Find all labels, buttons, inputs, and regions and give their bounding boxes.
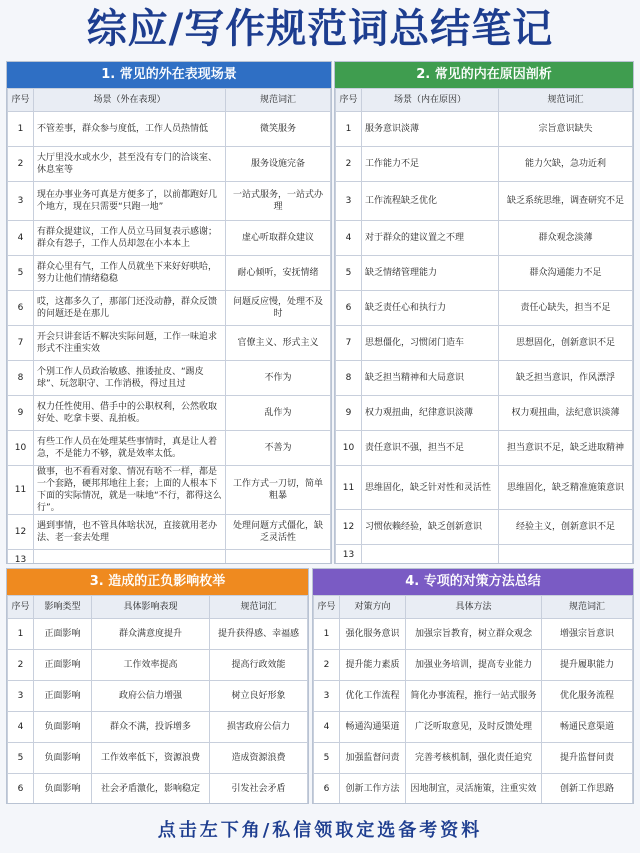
table-cell: 13 — [336, 545, 362, 565]
table-row — [336, 431, 633, 466]
table-row — [8, 112, 331, 147]
table-cell: 4 — [8, 221, 34, 256]
table-cell: 群众满意度提升 — [92, 619, 210, 650]
column-header: 对策方向 — [340, 596, 406, 619]
table-cell: 10 — [8, 431, 34, 466]
table-cell: 经验主义，创新意识不足 — [499, 510, 633, 545]
table-cell: 一站式服务，一站式办理 — [226, 182, 331, 221]
table-cell: 5 — [314, 743, 340, 774]
table-cell: 习惯依赖经验，缺乏创新意识 — [362, 510, 499, 545]
table-row — [336, 147, 633, 182]
table-cell: 12 — [336, 510, 362, 545]
table-cell: 政府公信力增强 — [92, 681, 210, 712]
column-header: 规范词汇 — [210, 596, 308, 619]
table-row — [8, 256, 331, 291]
table-row — [8, 431, 331, 466]
table-cell: 3 — [8, 182, 34, 221]
section-impacts — [6, 568, 309, 804]
table-cell: 有群众提建议，工作人员立马回复表示感谢；群众有怨子，工作人员却忽在小本本上 — [34, 221, 226, 256]
table-cell: 3 — [314, 681, 340, 712]
table-cell: 加强监督问责 — [340, 743, 406, 774]
table-cell: 工作效率低下，资源浪费 — [92, 743, 210, 774]
table-row — [8, 291, 331, 326]
table-cell: 社会矛盾激化，影响稳定 — [92, 774, 210, 805]
table-row — [314, 650, 633, 681]
countermeasures-table — [313, 595, 633, 804]
table-cell: 担当意识不足，缺乏进取精神 — [499, 431, 633, 466]
table-cell: 6 — [8, 774, 34, 805]
table-cell: 思想僵化，习惯闭门造车 — [362, 326, 499, 361]
table-cell: 权力观扭曲，法纪意识淡薄 — [499, 396, 633, 431]
table-row — [314, 712, 633, 743]
table-row — [8, 619, 308, 650]
table-cell: 工作方式一刀切，简单粗暴 — [226, 466, 331, 515]
column-header: 序号 — [8, 596, 34, 619]
column-header: 序号 — [8, 89, 34, 112]
table-row — [8, 712, 308, 743]
table-cell: 责任意识不强，担当不足 — [362, 431, 499, 466]
column-header: 序号 — [336, 89, 362, 112]
table-row — [8, 774, 308, 805]
table-cell: 优化工作流程 — [340, 681, 406, 712]
table-cell: 不作为 — [226, 361, 331, 396]
table-cell: 畅通沟通渠道 — [340, 712, 406, 743]
table-cell: 9 — [336, 396, 362, 431]
table-cell: 负面影响 — [34, 743, 92, 774]
table-cell: 2 — [336, 147, 362, 182]
table-cell: 5 — [336, 256, 362, 291]
column-header: 影响类型 — [34, 596, 92, 619]
table-cell: 12 — [8, 515, 34, 550]
table-cell: 提升监督问责 — [542, 743, 633, 774]
table-cell: 3 — [8, 681, 34, 712]
table-cell: 3 — [336, 182, 362, 221]
table-cell: 提升获得感、幸福感 — [210, 619, 308, 650]
table-cell: 简化办事流程，推行一站式服务 — [406, 681, 542, 712]
table-header-row — [8, 89, 331, 112]
table-row — [8, 396, 331, 431]
table-cell: 树立良好形象 — [210, 681, 308, 712]
table-cell: 工作效率提高 — [92, 650, 210, 681]
table-cell: 4 — [314, 712, 340, 743]
table-cell: 2 — [314, 650, 340, 681]
table-cell: 虚心听取群众建议 — [226, 221, 331, 256]
table-cell: 能力欠缺，急功近利 — [499, 147, 633, 182]
table-cell: 责任心缺失，担当不足 — [499, 291, 633, 326]
table-header-row — [8, 596, 308, 619]
table-cell: 加强业务培训，提高专业能力 — [406, 650, 542, 681]
table-cell: 提高行政效能 — [210, 650, 308, 681]
table-cell: 6 — [8, 291, 34, 326]
external-scenes-table — [7, 88, 331, 564]
table-row — [314, 774, 633, 805]
table-cell: 缺乏担当意识，作风漂浮 — [499, 361, 633, 396]
section-heading: 3. 造成的正负影响枚举 — [7, 569, 308, 595]
column-header: 规范词汇 — [499, 89, 633, 112]
table-cell: 创新工作思路 — [542, 774, 633, 805]
table-cell: 缺乏责任心和执行力 — [362, 291, 499, 326]
table-row — [8, 743, 308, 774]
table-cell: 5 — [8, 256, 34, 291]
table-row — [8, 550, 331, 565]
table-row — [8, 221, 331, 256]
section-heading: 4. 专项的对策方法总结 — [313, 569, 633, 595]
table-row — [336, 256, 633, 291]
table-row — [336, 221, 633, 256]
table-cell: 广泛听取意见，及时反馈处理 — [406, 712, 542, 743]
table-cell: 7 — [8, 326, 34, 361]
table-cell: 缺乏情绪管理能力 — [362, 256, 499, 291]
table-row — [314, 619, 633, 650]
table-cell: 7 — [336, 326, 362, 361]
table-row — [8, 147, 331, 182]
table-cell: 耐心倾听，安抚情绪 — [226, 256, 331, 291]
table-cell: 损害政府公信力 — [210, 712, 308, 743]
table-cell: 微笑服务 — [226, 112, 331, 147]
table-header-row — [336, 89, 633, 112]
table-row — [8, 182, 331, 221]
table-cell: 提升能力素质 — [340, 650, 406, 681]
impacts-table — [7, 595, 308, 804]
table-cell: 完善考核机制，强化责任追究 — [406, 743, 542, 774]
table-cell: 8 — [8, 361, 34, 396]
table-cell: 缺乏系统思维，调查研究不足 — [499, 182, 633, 221]
table-cell: 思想固化，创新意识不足 — [499, 326, 633, 361]
table-cell — [362, 545, 499, 565]
table-cell: 缺乏担当精神和大局意识 — [362, 361, 499, 396]
footer-cta: 点击左下角/私信领取定选备考资料 — [157, 820, 483, 841]
table-cell: 造成资源浪费 — [210, 743, 308, 774]
table-cell: 权力任性使用、借手中的公职权利，公然收取好处、吃拿卡要、乱拍板。 — [34, 396, 226, 431]
table-cell: 10 — [336, 431, 362, 466]
table-row — [336, 326, 633, 361]
table-cell: 正面影响 — [34, 681, 92, 712]
table-cell: 正面影响 — [34, 650, 92, 681]
table-cell: 9 — [8, 396, 34, 431]
table-cell: 1 — [8, 112, 34, 147]
table-cell: 权力观扭曲，纪律意识淡薄 — [362, 396, 499, 431]
table-row — [336, 545, 633, 565]
table-cell: 开会只讲套话不解决实际问题，工作一味追求形式不注重实效 — [34, 326, 226, 361]
table-cell: 创新工作方法 — [340, 774, 406, 805]
table-cell: 因地制宜，灵活施策，注重实效 — [406, 774, 542, 805]
table-cell: 正面影响 — [34, 619, 92, 650]
table-cell: 群众沟通能力不足 — [499, 256, 633, 291]
table-cell: 有些工作人员在处理某些事情时，真是让人着急，不是能力不够，就是效率太低。 — [34, 431, 226, 466]
table-cell: 乱作为 — [226, 396, 331, 431]
table-cell: 畅通民意渠道 — [542, 712, 633, 743]
table-cell: 4 — [336, 221, 362, 256]
table-cell: 优化服务流程 — [542, 681, 633, 712]
section-heading: 1. 常见的外在表现场景 — [7, 62, 331, 88]
section-internal-causes — [334, 61, 634, 564]
table-cell — [499, 545, 633, 565]
table-cell: 增强宗旨意识 — [542, 619, 633, 650]
table-row — [336, 112, 633, 147]
table-row — [336, 510, 633, 545]
table-cell: 问题反应慢，处理不及时 — [226, 291, 331, 326]
table-cell: 不善为 — [226, 431, 331, 466]
table-row — [314, 681, 633, 712]
table-row — [8, 515, 331, 550]
table-cell: 1 — [8, 619, 34, 650]
internal-causes-table — [335, 88, 633, 564]
table-cell: 加强宗旨教育，树立群众观念 — [406, 619, 542, 650]
table-cell: 工作能力不足 — [362, 147, 499, 182]
table-cell: 提升履职能力 — [542, 650, 633, 681]
table-row — [8, 326, 331, 361]
table-cell: 大厅里没水或水少，甚至没有专门的洽谈室、休息室等 — [34, 147, 226, 182]
table-cell: 思维固化，缺乏精准施策意识 — [499, 466, 633, 510]
column-header: 具体影响表现 — [92, 596, 210, 619]
table-cell: 11 — [336, 466, 362, 510]
section-heading: 2. 常见的内在原因剖析 — [335, 62, 633, 88]
table-row — [314, 743, 633, 774]
table-cell: 工作流程缺乏优化 — [362, 182, 499, 221]
table-cell: 2 — [8, 650, 34, 681]
table-cell: 个别工作人员政治敏感、推诿扯皮、“踢皮球”、玩忽职守、工作消极，得过且过 — [34, 361, 226, 396]
column-header: 场景（外在表现） — [34, 89, 226, 112]
table-row — [336, 182, 633, 221]
table-cell: 6 — [314, 774, 340, 805]
table-cell — [226, 550, 331, 565]
section-external-scenes — [6, 61, 332, 564]
table-cell: 对于群众的建议置之不理 — [362, 221, 499, 256]
table-row — [336, 361, 633, 396]
table-row — [336, 466, 633, 510]
table-cell: 2 — [8, 147, 34, 182]
table-cell: 1 — [314, 619, 340, 650]
table-cell: 不管差事，群众参与度低，工作人员热情低 — [34, 112, 226, 147]
table-cell: 服务意识淡薄 — [362, 112, 499, 147]
table-cell: 思维固化，缺乏针对性和灵活性 — [362, 466, 499, 510]
table-cell: 群众观念淡薄 — [499, 221, 633, 256]
table-cell: 遇到事情，也不管具体啥状况，直接就用老办法、老一套去处理 — [34, 515, 226, 550]
table-cell: 5 — [8, 743, 34, 774]
column-header: 场景（内在原因） — [362, 89, 499, 112]
table-cell: 8 — [336, 361, 362, 396]
table-cell: 处理问题方式僵化，缺乏灵活性 — [226, 515, 331, 550]
table-cell: 引发社会矛盾 — [210, 774, 308, 805]
table-cell: 强化服务意识 — [340, 619, 406, 650]
column-header: 规范词汇 — [542, 596, 633, 619]
table-row — [336, 396, 633, 431]
table-cell: 13 — [8, 550, 34, 565]
table-cell: 负面影响 — [34, 712, 92, 743]
page-title: 综应/写作规范词总结笔记 — [86, 6, 554, 52]
table-cell: 11 — [8, 466, 34, 515]
column-header: 具体方法 — [406, 596, 542, 619]
column-header: 规范词汇 — [226, 89, 331, 112]
table-row — [8, 466, 331, 515]
table-cell: 4 — [8, 712, 34, 743]
table-cell — [34, 550, 226, 565]
table-cell: 做事，也不看看对象、情况有啥不一样，都是一个套路，硬邦邦地往上套；上面的人根本下下面的实际情况，就是一味地“不行，都得这么行”。 — [34, 466, 226, 515]
table-cell: 现在办事业务可真是方便多了，以前都跑好几个地方，现在只需要“只跑一地” — [34, 182, 226, 221]
section-countermeasures — [312, 568, 634, 804]
table-row — [8, 361, 331, 396]
table-row — [336, 291, 633, 326]
table-cell: 6 — [336, 291, 362, 326]
table-cell: 宗旨意识缺失 — [499, 112, 633, 147]
table-row — [8, 650, 308, 681]
table-cell: 哎，这都多久了，那部门还没动静，群众反馈的问题还是在那儿 — [34, 291, 226, 326]
table-cell: 官僚主义、形式主义 — [226, 326, 331, 361]
table-row — [8, 681, 308, 712]
table-cell: 群众心里有气，工作人员就坐下来好好哄哈，努力让他们情绪稳稳 — [34, 256, 226, 291]
table-cell: 负面影响 — [34, 774, 92, 805]
table-cell: 1 — [336, 112, 362, 147]
table-cell: 群众不满，投诉增多 — [92, 712, 210, 743]
table-cell: 服务设施完备 — [226, 147, 331, 182]
column-header: 序号 — [314, 596, 340, 619]
table-header-row — [314, 596, 633, 619]
